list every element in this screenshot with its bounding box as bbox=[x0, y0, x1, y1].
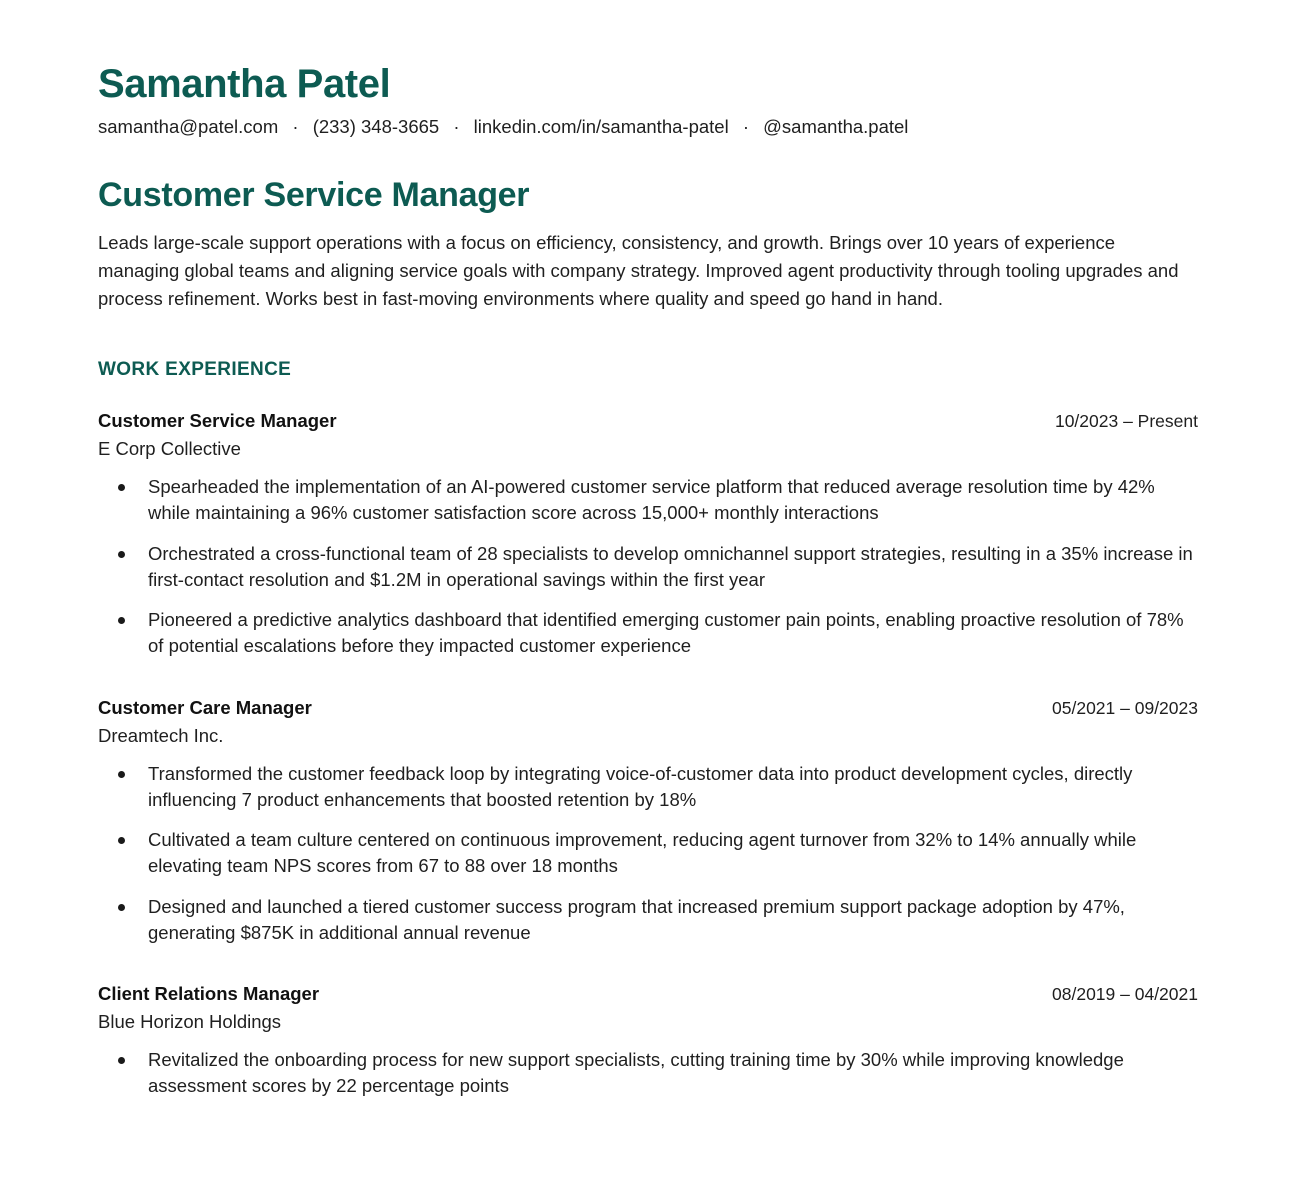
contact-handle[interactable]: @samantha.patel bbox=[763, 115, 909, 137]
job-bullet bbox=[98, 607, 1198, 660]
job-role: Customer Care Manager bbox=[98, 696, 312, 718]
bullet-dot-icon bbox=[118, 771, 125, 778]
bullet-dot-icon bbox=[118, 904, 125, 911]
job-company: Blue Horizon Holdings bbox=[98, 1011, 282, 1033]
job-bullet bbox=[98, 1047, 1198, 1100]
bullet-dot-icon bbox=[118, 484, 125, 491]
bullet-dot-icon bbox=[118, 1057, 125, 1064]
contact-separator: · bbox=[453, 115, 460, 137]
contact-separator: · bbox=[292, 115, 299, 137]
headline-job-title: Customer Service Manager bbox=[98, 175, 530, 214]
job-bullet-list bbox=[98, 474, 1198, 660]
work-experience-entry bbox=[98, 982, 1198, 1099]
job-dates: 10/2023 – Present bbox=[1054, 411, 1198, 432]
job-header-row bbox=[98, 696, 1198, 721]
job-bullet-text: Orchestrated a cross-functional team of 28 specialists to develop omnichannel support strategies, resulting in a 35% increase in first-contact resolution and $1.2M in operational savings within the first year bbox=[148, 542, 1193, 590]
job-bullet bbox=[98, 894, 1198, 947]
job-bullet-text: Spearheaded the implementation of an AI-powered customer service platform that reduced average resolution time by 42% while maintaining a 96% customer satisfaction score across 15,000+ monthly interactions bbox=[148, 476, 1155, 524]
job-company: E Corp Collective bbox=[98, 438, 241, 460]
job-bullet-text: Cultivated a team culture centered on continuous improvement, reducing agent turnover from 32% to 14% annually while elevating team NPS scores from 67 to 88 over 18 months bbox=[148, 829, 1137, 877]
job-bullet-list bbox=[98, 761, 1198, 947]
resume-content bbox=[98, 62, 1198, 1100]
candidate-name: Samantha Patel bbox=[98, 62, 391, 106]
contact-linkedin[interactable]: linkedin.com/in/samantha-patel bbox=[473, 115, 729, 137]
bullet-dot-icon bbox=[118, 551, 125, 558]
job-bullet bbox=[98, 761, 1198, 814]
job-dates: 05/2021 – 09/2023 bbox=[1052, 697, 1198, 718]
job-header-row bbox=[98, 409, 1198, 434]
job-bullet-text: Transformed the customer feedback loop by integrating voice-of-customer data into product development cycles, directly influencing 7 product enhancements that boosted retention by 18% bbox=[148, 762, 1133, 810]
contact-line bbox=[98, 115, 1198, 140]
job-bullet-text: Revitalized the onboarding process for new support specialists, cutting training time by 30% while improving knowledge assessment scores by 22 percentage points bbox=[148, 1049, 1124, 1097]
contact-separator: · bbox=[742, 115, 749, 137]
job-bullet bbox=[98, 827, 1198, 880]
job-role: Customer Service Manager bbox=[98, 410, 337, 432]
job-bullet-text: Pioneered a predictive analytics dashboard that identified emerging customer pain points, enabling proactive resolution of 78% of potential escalations before they impacted customer experience bbox=[148, 609, 1184, 657]
professional-summary: Leads large-scale support operations with a focus on efficiency, consistency, and growth. Brings over 10 years of experience managing global teams and aligning service goals with company strategy. Improved agent productivity through tooling upgrades and process refinement. Works best in fast-moving environments where quality and speed go hand in hand. bbox=[98, 231, 1179, 310]
job-header-row bbox=[98, 982, 1198, 1007]
job-company: Dreamtech Inc. bbox=[98, 724, 224, 746]
job-bullet-list bbox=[98, 1047, 1198, 1100]
contact-phone[interactable]: (233) 348-3665 bbox=[312, 115, 440, 137]
bullet-dot-icon bbox=[118, 617, 125, 624]
work-experience-entry bbox=[98, 696, 1198, 947]
work-experience-entry bbox=[98, 409, 1198, 660]
job-bullet bbox=[98, 474, 1198, 527]
job-dates: 08/2019 – 04/2021 bbox=[1052, 984, 1198, 1005]
job-role: Client Relations Manager bbox=[98, 983, 320, 1005]
section-heading-work-experience: WORK EXPERIENCE bbox=[98, 359, 292, 381]
job-bullet-text: Designed and launched a tiered customer success program that increased premium support package adoption by 47%, generating $875K in additional annual revenue bbox=[148, 895, 1125, 943]
job-bullet bbox=[98, 541, 1198, 594]
contact-email[interactable]: samantha@patel.com bbox=[98, 115, 279, 137]
bullet-dot-icon bbox=[118, 837, 125, 844]
